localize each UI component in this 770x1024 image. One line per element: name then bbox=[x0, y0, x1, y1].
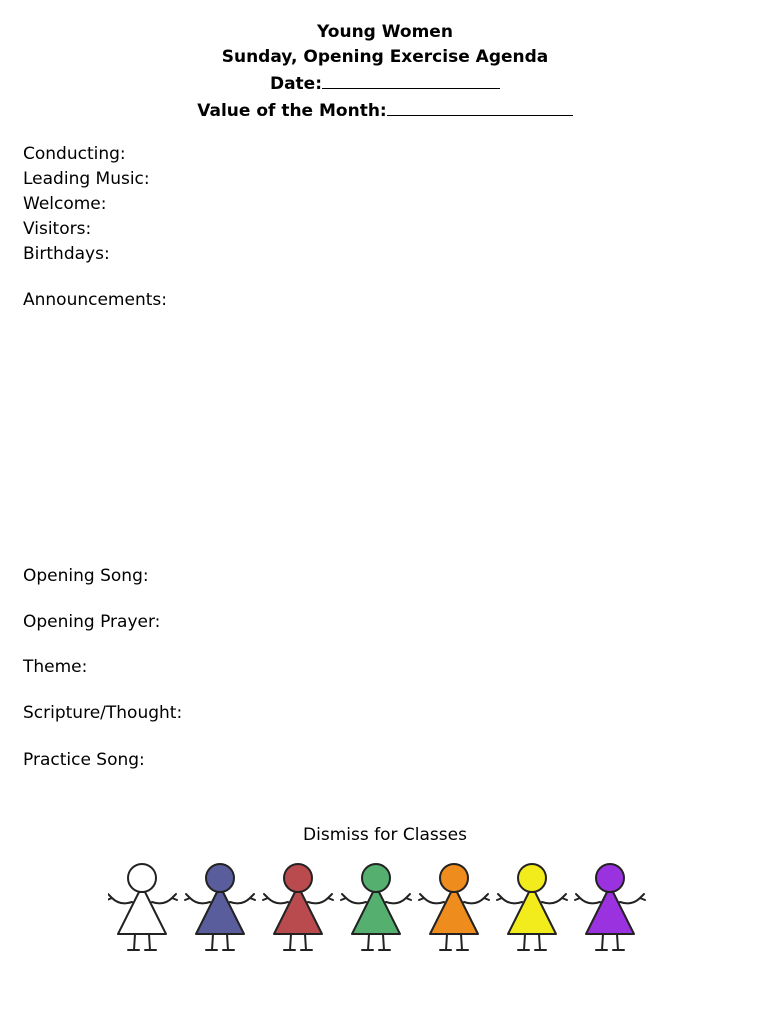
date-blank bbox=[322, 70, 500, 89]
date-label: Date: bbox=[269, 74, 323, 94]
girl-figure-6 bbox=[497, 864, 567, 950]
leading-music-label: Leading Music: bbox=[23, 169, 150, 189]
agenda-header bbox=[0, 20, 770, 124]
welcome-label: Welcome: bbox=[23, 194, 107, 214]
value-label: Value of the Month: bbox=[197, 101, 387, 121]
date-line bbox=[0, 70, 770, 97]
girl-figure-7 bbox=[575, 864, 645, 950]
girl-figure-1 bbox=[108, 864, 177, 950]
value-blank bbox=[387, 97, 573, 116]
girl-figure-4 bbox=[341, 864, 411, 950]
conducting-label: Conducting: bbox=[23, 144, 126, 164]
girl-figure-5 bbox=[419, 864, 489, 950]
girls-illustration bbox=[108, 862, 668, 958]
header-title: Young Women bbox=[317, 22, 453, 42]
opening-song-label: Opening Song: bbox=[23, 566, 149, 586]
theme-label: Theme: bbox=[23, 657, 88, 677]
opening-prayer-label: Opening Prayer: bbox=[23, 612, 161, 632]
header-subtitle: Sunday, Opening Exercise Agenda bbox=[221, 47, 549, 67]
practice-song-label: Practice Song: bbox=[23, 750, 145, 770]
girl-figure-3 bbox=[263, 864, 333, 950]
announcements-label: Announcements: bbox=[23, 290, 167, 310]
value-line bbox=[0, 97, 770, 124]
dismiss-text: Dismiss for Classes bbox=[303, 825, 467, 845]
birthdays-label: Birthdays: bbox=[23, 244, 110, 264]
visitors-label: Visitors: bbox=[23, 219, 92, 239]
girl-figure-2 bbox=[185, 864, 255, 950]
scripture-thought-label: Scripture/Thought: bbox=[23, 703, 183, 723]
